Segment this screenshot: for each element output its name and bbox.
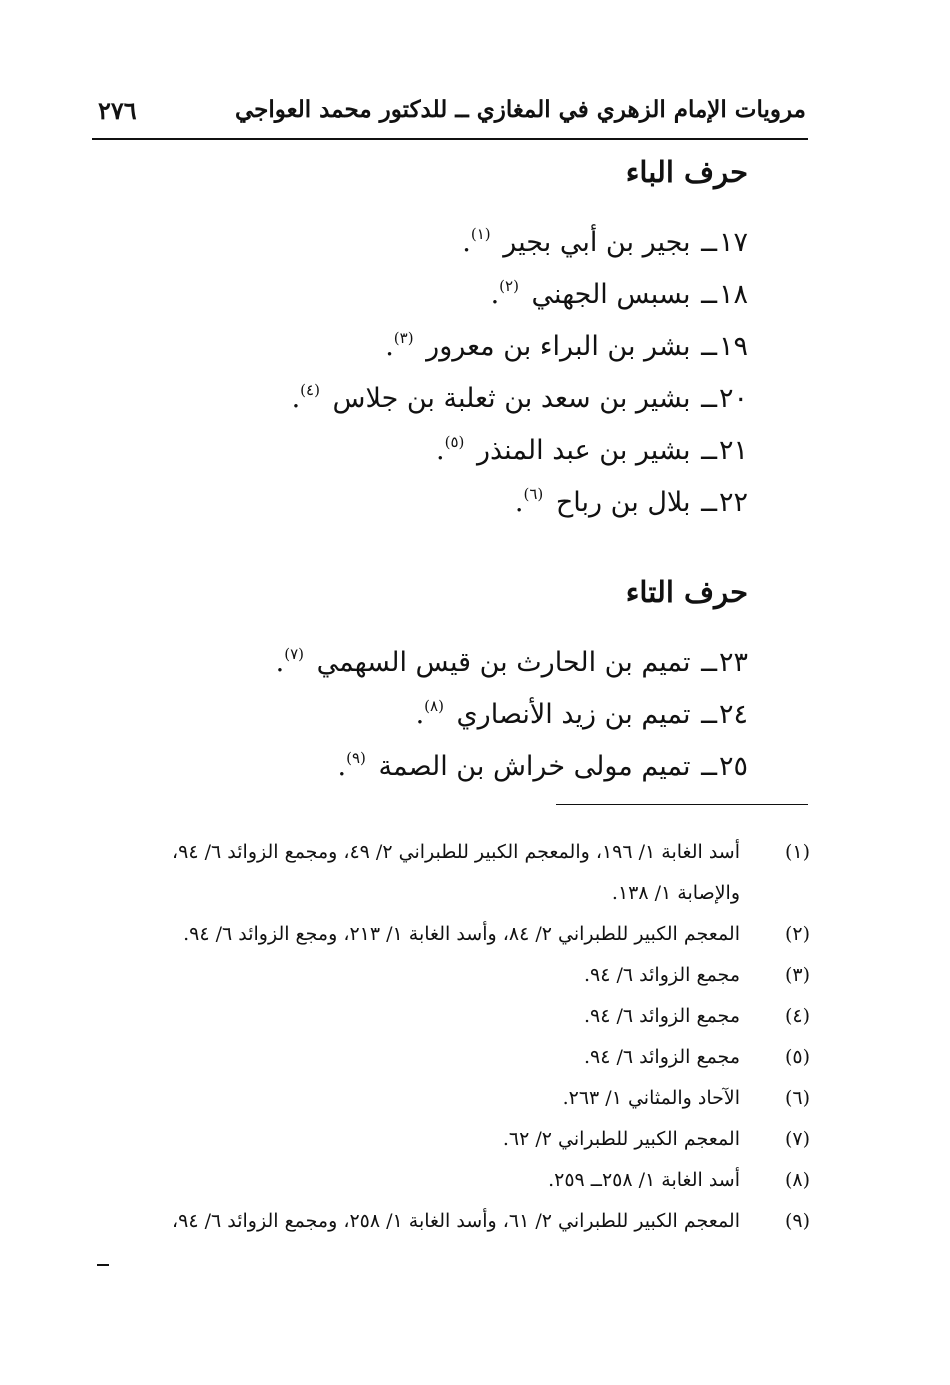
list-item [160,628,748,680]
footnote-label: (٥) [784,1046,810,1068]
entry-name: تميم بن زيد الأنصاري [456,699,691,730]
entry-dash: ــ [701,751,717,782]
entry-number: ١٨ [718,279,748,310]
entry-period: . [514,487,524,518]
section-heading: حرف التاء [625,575,748,609]
entry-number: ٢٥ [718,751,748,782]
footnote [90,914,810,955]
footnote [90,1078,810,1119]
entry-number: ٢١ [718,435,748,466]
footnote-label: (٨) [784,1169,810,1191]
section-baa [160,150,748,544]
footnote-text: مجمع الزوائد ٦/ ٩٤. [583,1046,740,1068]
footnote-ref: (٦) [523,485,544,503]
footnote-ref: (١) [470,225,491,243]
footnote-ref: (٨) [424,697,444,715]
entry-number: ٢٠ [718,383,748,414]
footnote-text: الآحاد والمثاني ١/ ٢٦٣. [562,1087,740,1109]
footnote-label: (٧) [784,1128,810,1150]
running-title: مرويات الإمام الزهري في المغازي ــ للدكتور محمد العواجي [234,96,806,123]
list-item [160,416,748,468]
page-number: ٢٧٦ [98,96,137,125]
entry-dash: ــ [701,647,717,678]
main-text [160,150,748,784]
footnote-line: والإصابة ١/ ١٣٨. [611,882,740,904]
footnote-label: (٩) [784,1210,810,1232]
section-taa [160,570,748,784]
entry-period: . [291,383,301,414]
footnote-text: مجمع الزوائد ٦/ ٩٤. [583,1005,740,1027]
footnote-ref: (٥) [444,433,465,451]
footnote [90,1160,810,1201]
entry-period: . [275,647,285,678]
footnotes [90,832,810,1242]
entry-number: ٢٣ [718,647,748,678]
entry-name: بلال بن رباح [555,487,691,518]
list-item [160,260,748,312]
entry-name: بشر بن البراء بن معرور [426,331,691,362]
footnote-text: المعجم الكبير للطبراني ٢/ ٦٢. [502,1128,740,1150]
footnote [90,1119,810,1160]
entry-dash: ــ [701,227,717,258]
entry-dash: ــ [701,699,717,730]
footnote-label: (١) [784,841,810,863]
list-item [160,208,748,260]
entry-name: بسبس الجهني [531,279,691,310]
footnote [90,832,810,914]
footnote-ref: (٩) [346,749,366,767]
footnote-ref: (٣) [393,329,414,347]
footnote-line: أسد الغابة ١/ ١٩٦، والمعجم الكبير للطبراني ٢/ ٤٩، ومجمع الزوائد ٦/ ٩٤، [172,841,740,863]
entry-number: ٢٤ [718,699,748,730]
footnote-separator [556,804,808,805]
footnote [90,1037,810,1078]
footnote-label: (٤) [784,1005,810,1027]
footnote [90,955,810,996]
entry-period: . [462,227,471,258]
footnote-label: (٣) [784,964,810,986]
footnote-text: أسد الغابة ١/ ٢٥٨ــ ٢٥٩. [548,1169,740,1191]
page-header [92,96,808,140]
footnote-label: (٢) [784,923,810,945]
footnote [90,996,810,1037]
list-item [160,312,748,364]
footnote-ref: (٤) [300,381,320,399]
entry-period: . [385,331,394,362]
entry-name: تميم مولى خراش بن الصمة [378,751,691,782]
entry-dash: ــ [701,487,717,518]
entry-name: بشير بن عبد المنذر [476,435,691,466]
entry-name: بجير بن أبي بجير [503,227,691,258]
entry-number: ٢٢ [718,487,748,518]
footnote-text: المعجم الكبير للطبراني ٢/ ٦١، وأسد الغابة ١/ ٢٥٨، ومجمع الزوائد ٦/ ٩٤، [171,1210,740,1232]
continuation-mark [97,1264,109,1266]
entry-period: . [415,699,425,730]
entry-dash: ــ [701,331,717,362]
list-item [160,732,748,784]
entry-name: تميم بن الحارث بن قيس السهمي [316,647,691,678]
list-item [160,680,748,732]
entry-number: ١٩ [718,331,748,362]
footnote-ref: (٢) [499,277,519,295]
entry-dash: ــ [701,435,717,466]
entry-name: بشير بن سعد بن ثعلبة بن جلاس [332,383,691,414]
entry-period: . [436,435,445,466]
list-item [160,364,748,416]
entry-period: . [490,279,500,310]
footnote-text: المعجم الكبير للطبراني ٢/ ٨٤، وأسد الغابة ١/ ٢١٣، ومجع الزوائد ٦/ ٩٤. [183,923,740,945]
list-item [160,468,748,520]
footnote-label: (٦) [784,1087,810,1109]
entry-dash: ــ [701,279,717,310]
entry-period: . [337,751,347,782]
footnote-ref: (٧) [284,645,304,663]
footnote [90,1201,810,1242]
entry-dash: ــ [701,383,717,414]
section-heading: حرف الباء [625,155,748,189]
footnote-text [90,832,762,914]
footnote-text: مجمع الزوائد ٦/ ٩٤. [583,964,740,986]
entry-number: ١٧ [718,227,748,258]
